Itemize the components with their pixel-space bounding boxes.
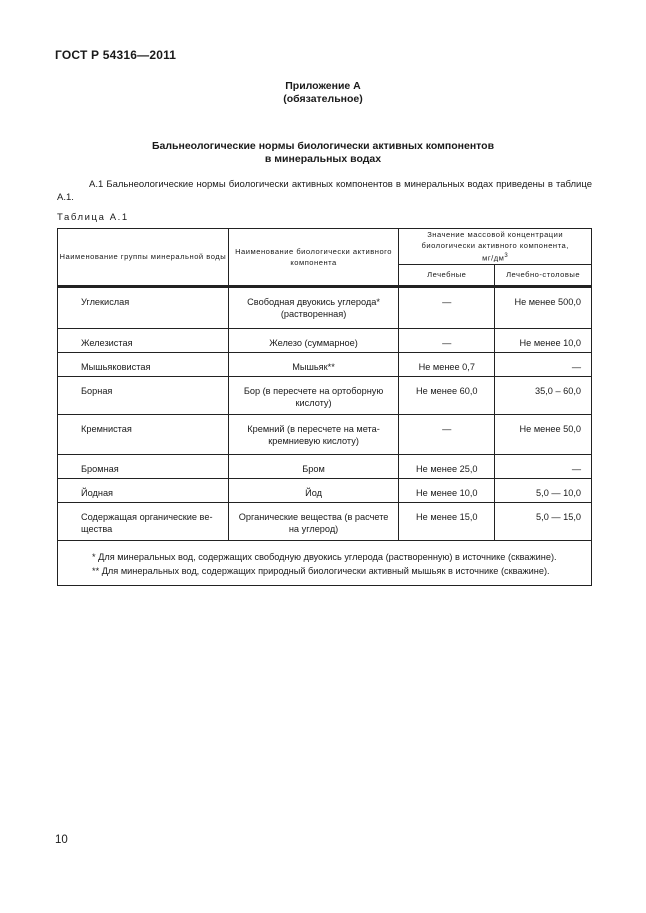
cell-component: Кремний (в пересчете на мета-кремниевую кислоту) bbox=[228, 415, 399, 455]
cell-group: Содержащая органические ве-щества bbox=[58, 503, 229, 541]
table-row bbox=[58, 503, 592, 541]
cell-component: Мышьяк** bbox=[228, 353, 399, 377]
cell-group: Кремнистая bbox=[58, 415, 229, 455]
appendix-status: (обязательное) bbox=[283, 93, 363, 105]
header-table-medicinal: Лечебно-столовые bbox=[495, 264, 592, 285]
cell-group: Мышьяковистая bbox=[58, 353, 229, 377]
cell-component: Свободная двуокись углерода* (растворенная) bbox=[228, 287, 399, 329]
footnotes-row bbox=[58, 541, 592, 586]
unit-exponent: 3 bbox=[504, 253, 509, 259]
footnote-1: * Для минеральных вод, содержащих свободную двуокись углерода (растворенную) в источнике (скважине). bbox=[92, 552, 557, 563]
cell-table-medicinal: 35,0 – 60,0 bbox=[495, 377, 592, 415]
appendix-title: Приложение А bbox=[285, 80, 361, 92]
table-row bbox=[58, 479, 592, 503]
page-number: 10 bbox=[55, 834, 68, 846]
table-row bbox=[58, 415, 592, 455]
cell-table-medicinal: 5,0 — 15,0 bbox=[495, 503, 592, 541]
cell-group: Углекислая bbox=[58, 287, 229, 329]
table-caption: Таблица А.1 bbox=[57, 212, 129, 223]
table-row bbox=[58, 353, 592, 377]
header-component: Наименование биологически активного компонента bbox=[228, 229, 399, 286]
section-title-line-2: в минеральных водах bbox=[264, 153, 382, 165]
header-group: Наименование группы минеральной воды bbox=[58, 229, 229, 286]
cell-component: Бор (в пересчете на ортоборную кислоту) bbox=[228, 377, 399, 415]
cell-medicinal: — bbox=[399, 287, 495, 329]
cell-table-medicinal: Не менее 50,0 bbox=[495, 415, 592, 455]
header-concentration-unit: мг/дм bbox=[482, 253, 505, 263]
norms-table bbox=[57, 228, 592, 586]
header-medicinal: Лечебные bbox=[399, 264, 495, 285]
cell-table-medicinal: — bbox=[495, 455, 592, 479]
cell-table-medicinal: — bbox=[495, 353, 592, 377]
cell-medicinal: Не менее 0,7 bbox=[399, 353, 495, 377]
table-row bbox=[58, 329, 592, 353]
cell-table-medicinal: Не менее 500,0 bbox=[495, 287, 592, 329]
intro-paragraph: А.1 Бальнеологические нормы биологически активных компонентов в минеральных водах приведены в таблице А.1. bbox=[57, 179, 592, 203]
section-title-line-1: Бальнеологические нормы биологически активных компонентов bbox=[151, 140, 495, 152]
appendix-heading bbox=[0, 80, 646, 106]
header-concentration bbox=[399, 229, 592, 265]
table-row bbox=[58, 455, 592, 479]
cell-group: Борная bbox=[58, 377, 229, 415]
cell-group: Бромная bbox=[58, 455, 229, 479]
document-code: ГОСТ Р 54316—2011 bbox=[55, 48, 177, 62]
footnotes-cell bbox=[58, 541, 592, 586]
table-row bbox=[58, 287, 592, 329]
cell-medicinal: — bbox=[399, 329, 495, 353]
cell-medicinal: — bbox=[399, 415, 495, 455]
cell-component: Бром bbox=[228, 455, 399, 479]
cell-group: Железистая bbox=[58, 329, 229, 353]
cell-medicinal: Не менее 15,0 bbox=[399, 503, 495, 541]
cell-group: Йодная bbox=[58, 479, 229, 503]
footnote-2: ** Для минеральных вод, содержащих природный биологически активный мышьяк в источнике (скважине). bbox=[92, 566, 550, 577]
table-row bbox=[58, 377, 592, 415]
cell-table-medicinal: 5,0 — 10,0 bbox=[495, 479, 592, 503]
cell-component: Железо (суммарное) bbox=[228, 329, 399, 353]
cell-component: Органические вещества (в расчете на углерод) bbox=[228, 503, 399, 541]
cell-medicinal: Не менее 10,0 bbox=[399, 479, 495, 503]
cell-component: Йод bbox=[228, 479, 399, 503]
section-title bbox=[0, 140, 646, 166]
cell-medicinal: Не менее 25,0 bbox=[399, 455, 495, 479]
cell-medicinal: Не менее 60,0 bbox=[399, 377, 495, 415]
header-concentration-text: Значение массовой концентрации биологически активного компонента, bbox=[421, 230, 569, 250]
cell-table-medicinal: Не менее 10,0 bbox=[495, 329, 592, 353]
